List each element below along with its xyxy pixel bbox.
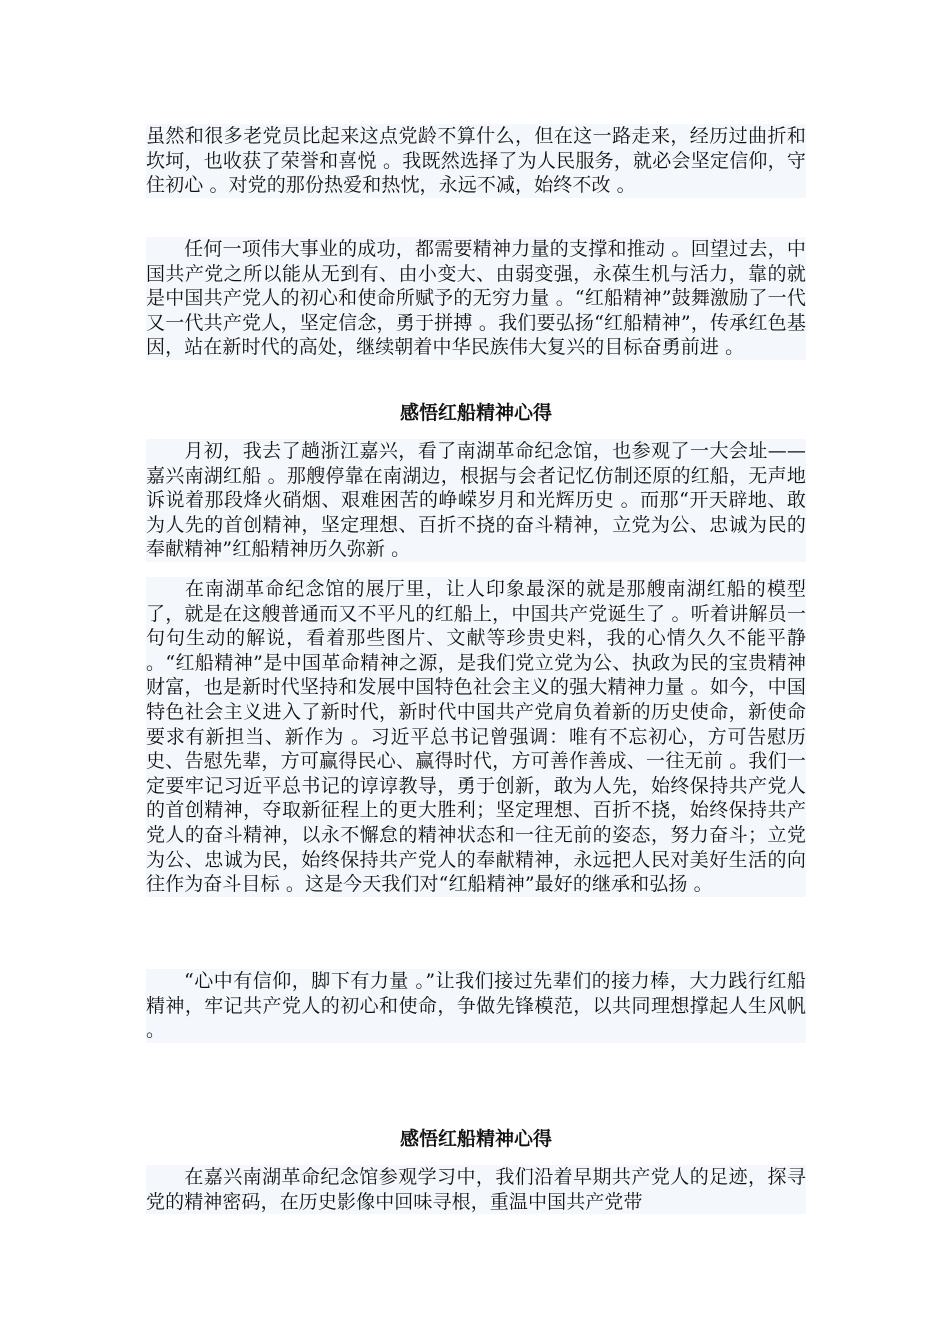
paragraph-text: “心中有信仰，脚下有力量 。”让我们接过先辈们的接力棒，大力践行红船精神，牢记共产党人的初心和使命，争做先锋模范，以共同理想撑起人生风帆 。 [146, 970, 806, 1042]
paragraph [146, 237, 806, 360]
paragraph [146, 577, 806, 897]
paragraph [146, 1165, 806, 1214]
paragraph [146, 969, 806, 1043]
section-title: 感悟红船精神心得 [399, 1128, 552, 1150]
paragraph [146, 439, 806, 562]
section-title: 感悟红船精神心得 [399, 402, 552, 424]
paragraph [146, 124, 806, 198]
paragraph-text: 虽然和很多老党员比起来这点党龄不算什么，但在这一路走来，经历过曲折和坎坷，也收获了荣誉和喜悦 。我既然选择了为人民服务，就必会坚定信仰，守住初心 。对党的那份热爱和热忱，永远不减，始终不改 。 [146, 125, 806, 197]
paragraph-text: 任何一项伟大事业的成功，都需要精神力量的支撑和推动 。回望过去，中国共产党之所以能从无到有、由小变大、由弱变强，永葆生机与活力，靠的就是中国共产党人的初心和使命所赋予的无穷力量 。“红船精神”鼓舞激励了一代又一代共产党人，坚定信念，勇于拼搏 。我们要弘扬“红船精神”，传承红色基因，站在新时代的高处，继续朝着中华民族伟大复兴的目标奋勇前进 。 [146, 238, 806, 359]
paragraph-text: 月初，我去了趟浙江嘉兴，看了南湖革命纪念馆，也参观了一大会址——嘉兴南湖红船 。那艘停靠在南湖边，根据与会者记忆仿制还原的红船，无声地诉说着那段烽火硝烟、艰难困苦的峥嵘岁月和光辉历史 。而那“开天辟地、敢为人先的首创精神，坚定理想、百折不挠的奋斗精神，立党为公、忠诚为民的奉献精神”红船精神历久弥新 。 [146, 440, 806, 561]
paragraph-text: 在嘉兴南湖革命纪念馆参观学习中，我们沿着早期共产党人的足迹，探寻党的精神密码，在历史影像中回味寻根，重温中国共产党带 [146, 1166, 806, 1213]
paragraph-text: 在南湖革命纪念馆的展厅里，让人印象最深的就是那艘南湖红船的模型了，就是在这艘普通而又不平凡的红船上，中国共产党诞生了 。听着讲解员一句句生动的解说，看着那些图片、文献等珍贵史料，我的心情久久不能平静 。“红船精神”是中国革命精神之源，是我们党立党为公、执政为民的宝贵精神财富，也是新时代坚持和发展中国特色社会主义的强大精神力量 。如今，中国特色社会主义进入了新时代，新时代中国共产党肩负着新的历史使命，新使命要求有新担当、新作为 。习近平总书记曾强调：唯有不忘初心，方可告慰历史、告慰先辈，方可赢得民心、赢得时代，方可善作善成、一往无前 。我们一定要牢记习近平总书记的谆谆教导，勇于创新，敢为人先，始终保持共产党人的首创精神，夺取新征程上的更大胜利；坚定理想、百折不挠，始终保持共产党人的奋斗精神，以永不懈怠的精神状态和一往无前的姿态，努力奋斗；立党为公、忠诚为民，始终保持共产党人的奉献精神，永远把人民对美好生活的向往作为奋斗目标 。这是今天我们对“红船精神”最好的继承和弘扬 。 [146, 578, 806, 896]
